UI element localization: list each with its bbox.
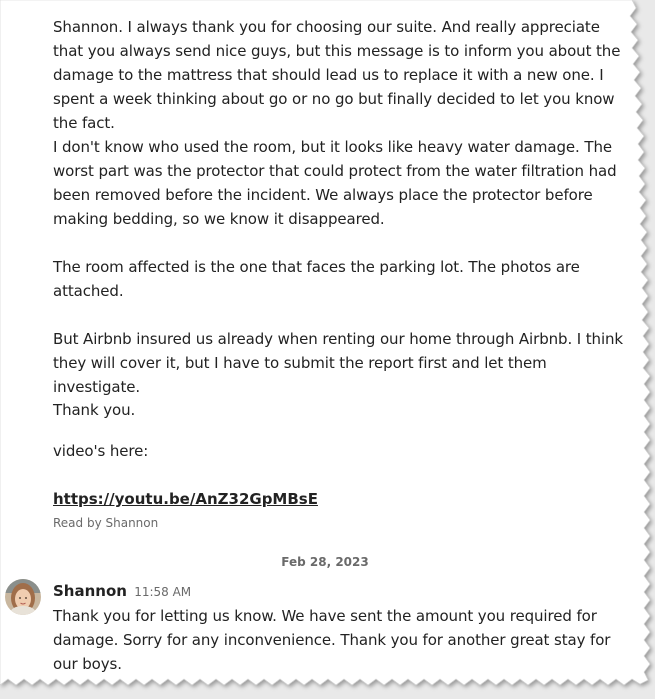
sender-line: [53, 580, 191, 603]
message-timestamp: 11:58 AM: [134, 585, 192, 599]
message-paragraph: The room affected is the one that faces the parking lot. The photos are attached.: [53, 258, 580, 300]
message-paragraph: I don't know who used the room, but it looks like heavy water damage. The worst part was the protector that could protect from the water filtration had been removed before the incident. We always place the protector before making bedding, so we know it disappeared.: [53, 138, 617, 228]
message-paragraph: video's here:: [53, 442, 149, 460]
date-divider: Feb 28, 2023: [281, 555, 369, 569]
message-paragraph: Thank you.: [53, 401, 136, 419]
message-paragraph: But Airbnb insured us already when renting our home through Airbnb. I think they will cover it, but I have to submit the report first and let them investigate.: [53, 330, 624, 396]
video-link[interactable]: https://youtu.be/AnZ32GpMBsE: [53, 490, 318, 508]
read-receipt: Read by Shannon: [53, 516, 159, 530]
sender-name[interactable]: Shannon: [53, 582, 127, 600]
reply-message: Thank you for letting us know. We have sent the amount you required for damage. Sorry for any inconvenience. Thank you for another great stay for our boys.: [53, 607, 611, 673]
avatar-photo: [5, 579, 41, 615]
avatar[interactable]: [5, 579, 41, 615]
message-paragraph: Shannon. I always thank you for choosing our suite. And really appreciate that you always send nice guys, but this message is to inform you about the damage to the mattress that should lead us to replace it with a new one. I spent a week thinking about go or no go but finally decided to let you know the fact.: [53, 18, 621, 132]
